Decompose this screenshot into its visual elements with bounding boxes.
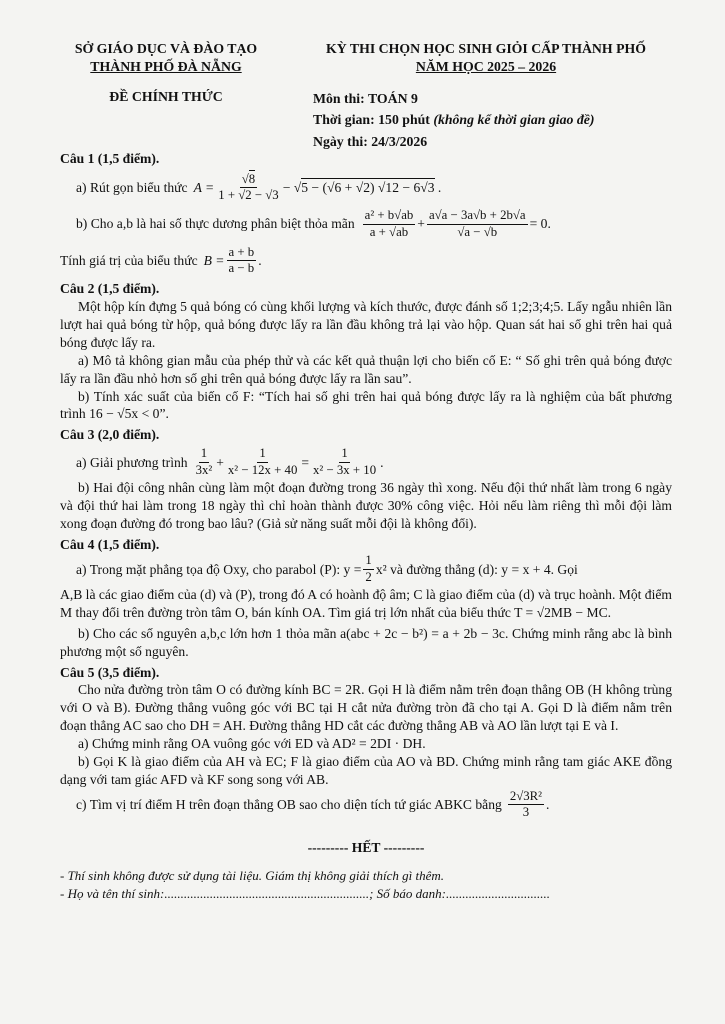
q1b: b) Cho a,b là hai số thực dương phân biệt thỏa mãn $\frac{\text{a² + b√ab}}{a + √ab}$ + $\frac{a√a - 3a√b + 2b√a}{√a - √b}$ = 0.	[76, 208, 551, 239]
q3b: b) Hai đội công nhân cùng làm một đoạn đường trong 36 ngày thì xong. Nếu đội thứ nhất làm trong 6 ngày và đội thứ hai làm trong 18 ngày thì chỉ hoàn thành được 30% công việc. Hỏi nếu làm riêng thì mỗi đội làm xong đoạn đường đó trong bao lâu? (Giả sử năng suất mỗi đội là không đổi).	[60, 479, 672, 531]
department-line-1: SỞ GIÁO DỤC VÀ ĐÀO TẠO	[74, 41, 258, 56]
q1-title: Câu 1 (1,5 điểm).	[60, 151, 160, 166]
q4-title: Câu 4 (1,5 điểm).	[60, 536, 160, 552]
q2a: a) Mô tả không gian mẫu của phép thử và các kết quả thuận lợi cho biến cố E: “ Số ghi trên quả bóng được lấy ra lần đầu nhỏ hơn số ghi trên quả bóng được lấy ra lần sau”.	[60, 352, 672, 386]
q5c: c) Tìm vị trí điểm H trên đoạn thẳng OB sao cho diện tích tứ giác ABKC bằng $\frac{\text{2√3R²}}{3}$ .	[76, 789, 550, 820]
official-label: ĐỀ CHÍNH THỨC	[109, 89, 223, 105]
q5-intro: Cho nửa đường tròn tâm O có đường kính BC = 2R. Gọi H là điểm nằm trên đoạn thẳng OB (H không trùng với O và B). Đường thẳng vuông góc với BC tại H cắt nửa đường tròn đã cho tại A. Gọi D là điểm nằm trên đoạn thẳng AC sao cho DH = AH. Đường thẳng HD cắt các đường thẳng AB và AO lần lượt tại E và I.	[60, 682, 672, 734]
q4b: b) Cho các số nguyên a,b,c lớn hơn 1 thỏa mãn a(abc + 2c − b²) = a + 2b − 3c. Chứng minh rằng abc là bình phương một số nguyên.	[60, 625, 672, 659]
department-line-2: THÀNH PHỐ ĐÀ NẴNG	[90, 59, 242, 75]
q2-title: Câu 2 (1,5 điểm).	[60, 280, 160, 296]
footer-note-2: - Họ và tên thí sinh:...............................................................; Số báo danh:................................	[60, 885, 551, 901]
q3a: a) Giải phương trình $\frac{1}{\text{3x²}}$ + $\frac{1}{\text{x² − 12x + 40}}$ = $\frac{1}{\text{x² − 3x + 10}}$ .	[76, 446, 384, 477]
school-year: NĂM HỌC 2025 – 2026	[415, 59, 557, 75]
q1a: a) Rút gọn biểu thức A = $\frac{√8}{1 + √2 - √3}$ − √5 − (√6 + √2) √12 − 6√3 .	[76, 171, 442, 203]
exam-meta	[313, 88, 594, 152]
exam-header	[296, 40, 676, 76]
q3-title: Câu 3 (2,0 điểm).	[60, 427, 160, 443]
department-header	[46, 40, 286, 107]
q5b: b) Gọi K là giao điểm của AH và EC; F là giao điểm của AO và BD. Chứng minh rằng tam giác AKE đồng dạng với tam giác AFD và KF song song với AB.	[60, 754, 672, 788]
q2b: b) Tính xác suất của biến cố F: “Tích hai số ghi trên hai quả bóng được lấy ra là nghiệm của bất phương trình 16 − √5x < 0”.	[60, 388, 672, 422]
q5a: a) Chứng minh rằng OA vuông góc với ED và AD² = 2DI · DH.	[78, 736, 426, 752]
exam-body	[60, 147, 672, 902]
footer-notes	[60, 867, 672, 901]
subject: Môn thi: TOÁN 9	[313, 91, 418, 106]
q2-intro: Một hộp kín đựng 5 quả bóng có cùng khối lượng và kích thước, được đánh số 1;2;3;4;5. Lấy ngẫu nhiên lần lượt hai quả bóng từ hộp, quả bóng được lấy ra lần đầu không trả lại vào hộp. Quan sát hai số ghi trên hai quả bóng được lấy ra.	[60, 298, 672, 350]
q5-title: Câu 5 (3,5 điểm).	[60, 664, 160, 680]
footer-note-1: - Thí sinh không được sử dụng tài liệu. Giám thị không giải thích gì thêm.	[60, 868, 445, 884]
end-marker: --------- HẾT ---------	[307, 840, 425, 856]
exam-title: KỲ THI CHỌN HỌC SINH GIỎI CẤP THÀNH PHỐ	[326, 41, 646, 56]
q4a-body: A,B là các giao điểm của (d) và (P), trong đó A có hoành độ âm; C là giao điểm của (d) và trục hoành. Một điểm M thay đổi trên đường tròn tâm O, bán kính OA. Tìm giá trị lớn nhất của biểu thức T = √2MB − MC.	[60, 586, 672, 620]
exam-date: Ngày thi: 24/3/2026	[313, 133, 428, 149]
q4a-line1: a) Trong mặt phẳng tọa độ Oxy, cho parabol (P): y = $\frac{1}{2}$ x² và đường thẳng (d): y = x + 4. Gọi	[76, 553, 578, 584]
time-limit: Thời gian: 150 phút (không kể thời gian giao đề)	[313, 112, 595, 128]
q1c: Tính giá trị của biểu thức B = $\frac{a + b}{a - b}$ .	[60, 244, 262, 275]
